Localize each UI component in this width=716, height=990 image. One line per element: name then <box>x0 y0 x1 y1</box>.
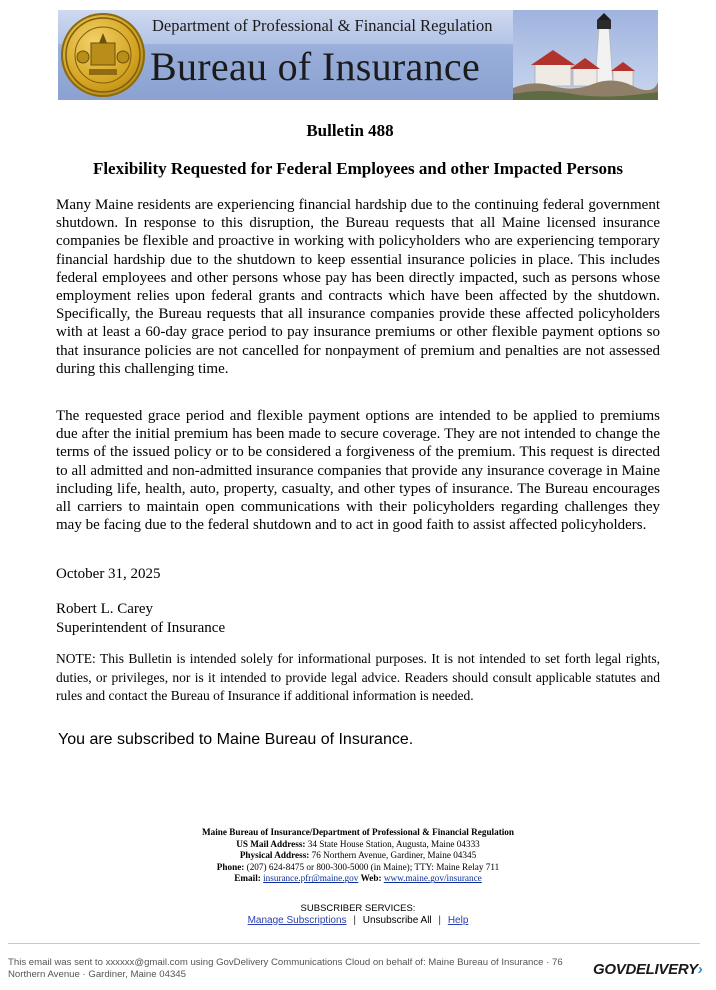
footer-physical-address: Physical Address: 76 Northern Avenue, Gardiner, Maine 04345 <box>239 850 477 861</box>
bulletin-date: October 31, 2025 <box>56 566 161 582</box>
website-link[interactable]: www.maine.gov/insurance <box>383 873 482 884</box>
separator: | <box>353 914 356 926</box>
unsubscribe-all-link[interactable]: Unsubscribe All <box>362 914 432 926</box>
bureau-title: Bureau of Insurance <box>150 44 480 89</box>
signer-name: Robert L. Carey <box>56 601 154 617</box>
body-paragraph-1: Many Maine residents are experiencing financial hardship due to the continuing federal government shutdown. In response to this disruption, the Bureau requests that all Maine licensed insurance companies be flexible and proactive in working with policyholders who are experiencing temporary financial hardship due to the shutdown to keep essential insurance policies in place. This includes federal employees and other persons whose pay has been directly impacted, such as persons whose employment relies upon federal grants and contracts which have been affected by the shutdown. Specifically, the Bureau requests that all insurance companies provide these affected policyholders with at least a 60-day grace period to pay insurance premiums or other flexible payment options so that insurance policies are not cancelled for nonpayment of premium and penalties are not assessed during this challenging time. <box>56 197 660 377</box>
bulletin-number: Bulletin 488 <box>306 121 394 140</box>
footer-org: Maine Bureau of Insurance/Department of Professional & Financial Regulation <box>201 827 515 837</box>
email-link[interactable]: insurance.pfr@maine.gov <box>263 873 359 884</box>
footer-contact-links: Email: insurance.pfr@maine.gov Web: www.maine.gov/insurance <box>234 873 482 884</box>
disclaimer-note: NOTE: This Bulletin is intended solely for informational purposes. It is not intended to set forth legal rights, duties, or privileges, nor is it intended to provide legal advice. Readers should consult applicable statutes and rules and contact the Bureau of Insurance if additional information is needed. <box>56 651 660 703</box>
subscription-notice: You are subscribed to Maine Bureau of Insurance. <box>58 731 414 748</box>
govdelivery-mark-icon: › <box>697 961 703 978</box>
govdelivery-logo[interactable]: GOVDELIVERY› <box>593 961 703 978</box>
subscriber-services-label: SUBSCRIBER SERVICES: <box>300 903 416 914</box>
footer-mail-address: US Mail Address: 34 State House Station, Augusta, Maine 04333 <box>236 838 480 849</box>
separator: | <box>438 914 442 926</box>
sent-notice: This email was sent to xxxxxx@gmail.com using GovDelivery Communications Cloud on behalf of: Maine Bureau of Insurance · 76 Northern Avenue · Gardiner, Maine 04345 <box>8 957 563 980</box>
help-link[interactable]: Help <box>447 914 469 926</box>
department-name: Department of Professional & Financial Regulation <box>152 16 493 35</box>
manage-subscriptions-link[interactable]: Manage Subscriptions <box>247 914 347 926</box>
header-banner <box>58 10 658 100</box>
footer-divider <box>8 943 700 944</box>
lighthouse-illustration <box>513 10 658 100</box>
contact-footer <box>0 827 716 885</box>
bulletin-title: Flexibility Requested for Federal Employees and other Impacted Persons <box>92 159 624 178</box>
maine-state-seal-icon <box>61 13 145 97</box>
signer-title: Superintendent of Insurance <box>56 620 226 636</box>
footer-phone: Phone: (207) 624-8475 or 800-300-5000 (in Maine); TTY: Maine Relay 711 <box>216 861 500 872</box>
body-paragraph-2: The requested grace period and flexible payment options are intended to be applied to premiums due after the initial premium has been made to secure coverage. They are not intended to change the terms of the issued policy or to be considered a forgiveness of the premium. This request is directed to all admitted and non-admitted insurance companies that provide any insurance coverage in Maine including life, health, auto, property, casualty, and other types of insurance. The Bureau encourages all carriers to maintain open communications with their policyholders regarding challenges they may be facing due to the federal shutdown and to act in good faith to assist affected policyholders. <box>56 408 660 534</box>
subscriber-services <box>0 903 716 926</box>
